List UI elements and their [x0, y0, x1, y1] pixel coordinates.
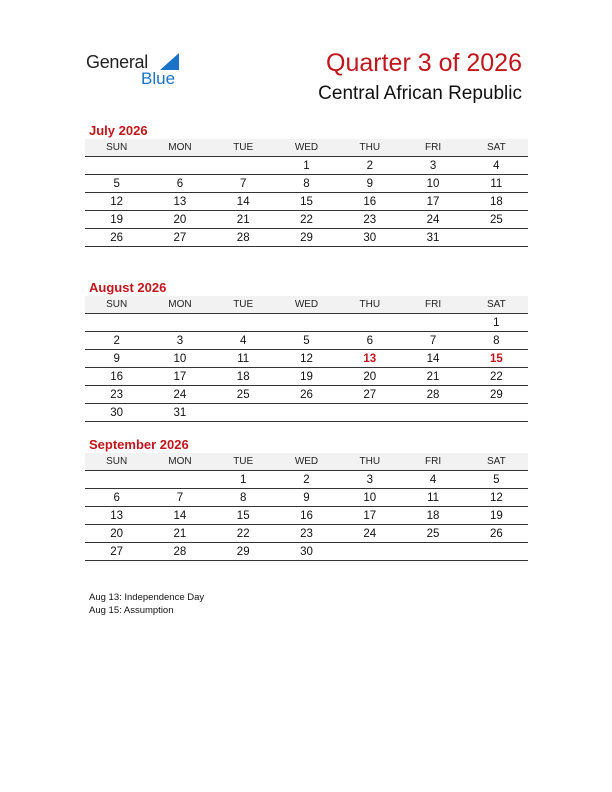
day-cell: 4: [401, 471, 464, 489]
day-cell: 17: [148, 368, 211, 386]
week-row: [85, 211, 528, 229]
day-cell: 15: [212, 507, 275, 525]
day-cell: 4: [212, 332, 275, 350]
day-cell: [338, 404, 401, 422]
day-cell: 7: [212, 175, 275, 193]
weekday-header: WED: [275, 139, 338, 157]
calendar-grid: [85, 139, 528, 247]
day-cell: 18: [401, 507, 464, 525]
day-cell: 31: [401, 229, 464, 247]
day-cell: 20: [338, 368, 401, 386]
day-cell: 1: [275, 157, 338, 175]
day-cell: 14: [148, 507, 211, 525]
weekday-header: WED: [275, 296, 338, 314]
weekday-header: MON: [148, 453, 211, 471]
day-cell: 15: [465, 350, 528, 368]
day-cell: 16: [338, 193, 401, 211]
week-row: [85, 193, 528, 211]
logo-triangle-icon: [160, 53, 179, 70]
weekday-header: TUE: [212, 139, 275, 157]
day-cell: 5: [275, 332, 338, 350]
day-cell: 21: [401, 368, 464, 386]
day-cell: [148, 471, 211, 489]
day-cell: 18: [212, 368, 275, 386]
week-row: [85, 368, 528, 386]
day-cell: [148, 314, 211, 332]
week-row: [85, 543, 528, 561]
logo-text-blue: Blue: [141, 69, 176, 88]
day-cell: 22: [212, 525, 275, 543]
day-cell: 18: [465, 193, 528, 211]
month-title: September 2026: [89, 437, 189, 452]
day-cell: [465, 543, 528, 561]
week-row: [85, 350, 528, 368]
day-cell: 21: [212, 211, 275, 229]
day-cell: 13: [85, 507, 148, 525]
day-cell: 23: [338, 211, 401, 229]
day-cell: 29: [212, 543, 275, 561]
month-september: [85, 436, 528, 561]
page-title: Quarter 3 of 2026: [326, 49, 522, 77]
day-cell: 23: [85, 386, 148, 404]
day-cell: 7: [401, 332, 464, 350]
day-cell: 22: [465, 368, 528, 386]
day-cell: 31: [148, 404, 211, 422]
weekday-header: FRI: [401, 453, 464, 471]
weekday-header: TUE: [212, 453, 275, 471]
holiday-notes: [89, 591, 204, 617]
day-cell: 11: [465, 175, 528, 193]
day-cell: 30: [85, 404, 148, 422]
day-cell: 20: [85, 525, 148, 543]
day-cell: 11: [401, 489, 464, 507]
holiday-note: Aug 13: Independence Day: [89, 592, 205, 603]
day-cell: 5: [465, 471, 528, 489]
day-cell: 20: [148, 211, 211, 229]
week-row: [85, 157, 528, 175]
day-cell: 23: [275, 525, 338, 543]
calendar-grid: [85, 453, 528, 561]
day-cell: 16: [275, 507, 338, 525]
day-cell: [148, 157, 211, 175]
day-cell: 22: [275, 211, 338, 229]
month-title: July 2026: [89, 123, 148, 138]
day-cell: 6: [85, 489, 148, 507]
day-cell: [401, 404, 464, 422]
month-july: [85, 122, 528, 247]
week-row: [85, 175, 528, 193]
week-row: [85, 471, 528, 489]
holiday-note: Aug 15: Assumption: [89, 605, 174, 616]
day-cell: 2: [85, 332, 148, 350]
weekday-header: FRI: [401, 296, 464, 314]
day-cell: [212, 314, 275, 332]
day-cell: 28: [401, 386, 464, 404]
day-cell: 10: [148, 350, 211, 368]
weekday-header: SUN: [85, 453, 148, 471]
weekday-header: SUN: [85, 296, 148, 314]
weekday-header: THU: [338, 296, 401, 314]
day-cell: 12: [275, 350, 338, 368]
day-cell: 27: [148, 229, 211, 247]
day-cell: 21: [148, 525, 211, 543]
day-cell: 17: [338, 507, 401, 525]
day-cell: 9: [275, 489, 338, 507]
day-cell: 13: [148, 193, 211, 211]
weekday-header-row: [85, 296, 528, 314]
day-cell: 28: [212, 229, 275, 247]
logo-text-general: General: [86, 52, 148, 72]
day-cell: 24: [148, 386, 211, 404]
day-cell: 6: [338, 332, 401, 350]
month-august: [85, 279, 528, 422]
day-cell: [85, 471, 148, 489]
day-cell: 4: [465, 157, 528, 175]
day-cell: [401, 543, 464, 561]
week-row: [85, 386, 528, 404]
day-cell: 26: [275, 386, 338, 404]
weekday-header: SAT: [465, 296, 528, 314]
weekday-header: WED: [275, 453, 338, 471]
day-cell: 9: [338, 175, 401, 193]
day-cell: 19: [465, 507, 528, 525]
day-cell: 17: [401, 193, 464, 211]
day-cell: 16: [85, 368, 148, 386]
day-cell: 24: [401, 211, 464, 229]
brand-logo: [86, 50, 196, 90]
day-cell: 11: [212, 350, 275, 368]
day-cell: [275, 404, 338, 422]
day-cell: 25: [465, 211, 528, 229]
day-cell: 12: [465, 489, 528, 507]
day-cell: 29: [275, 229, 338, 247]
day-cell: 19: [85, 211, 148, 229]
week-row: [85, 525, 528, 543]
weekday-header: SAT: [465, 139, 528, 157]
day-cell: 10: [401, 175, 464, 193]
day-cell: 8: [275, 175, 338, 193]
week-row: [85, 507, 528, 525]
day-cell: 27: [85, 543, 148, 561]
day-cell: 24: [338, 525, 401, 543]
day-cell: [85, 157, 148, 175]
calendar-grid: [85, 296, 528, 422]
week-row: [85, 314, 528, 332]
day-cell: [212, 157, 275, 175]
weekday-header-row: [85, 139, 528, 157]
week-row: [85, 489, 528, 507]
day-cell: [338, 543, 401, 561]
week-row: [85, 229, 528, 247]
weekday-header-row: [85, 453, 528, 471]
day-cell: 5: [85, 175, 148, 193]
day-cell: [212, 404, 275, 422]
day-cell: 30: [338, 229, 401, 247]
day-cell: 6: [148, 175, 211, 193]
day-cell: 1: [212, 471, 275, 489]
weekday-header: SUN: [85, 139, 148, 157]
day-cell: 14: [212, 193, 275, 211]
day-cell: 3: [338, 471, 401, 489]
week-row: [85, 332, 528, 350]
day-cell: 10: [338, 489, 401, 507]
weekday-header: THU: [338, 453, 401, 471]
country-name: Central African Republic: [318, 83, 522, 104]
weekday-header: SAT: [465, 453, 528, 471]
day-cell: 25: [212, 386, 275, 404]
day-cell: 27: [338, 386, 401, 404]
day-cell: 2: [275, 471, 338, 489]
weekday-header: THU: [338, 139, 401, 157]
day-cell: 3: [148, 332, 211, 350]
day-cell: 19: [275, 368, 338, 386]
day-cell: [465, 229, 528, 247]
day-cell: [338, 314, 401, 332]
day-cell: 26: [465, 525, 528, 543]
weekday-header: MON: [148, 139, 211, 157]
day-cell: 25: [401, 525, 464, 543]
day-cell: 8: [212, 489, 275, 507]
weekday-header: TUE: [212, 296, 275, 314]
day-cell: 12: [85, 193, 148, 211]
day-cell: 14: [401, 350, 464, 368]
day-cell: [275, 314, 338, 332]
week-row: [85, 404, 528, 422]
day-cell: 28: [148, 543, 211, 561]
day-cell: [465, 404, 528, 422]
day-cell: 9: [85, 350, 148, 368]
month-title: August 2026: [89, 280, 167, 295]
day-cell: 26: [85, 229, 148, 247]
day-cell: 13: [338, 350, 401, 368]
weekday-header: MON: [148, 296, 211, 314]
day-cell: 3: [401, 157, 464, 175]
day-cell: 7: [148, 489, 211, 507]
day-cell: 8: [465, 332, 528, 350]
day-cell: [401, 314, 464, 332]
day-cell: 30: [275, 543, 338, 561]
day-cell: 15: [275, 193, 338, 211]
weekday-header: FRI: [401, 139, 464, 157]
day-cell: 1: [465, 314, 528, 332]
day-cell: 2: [338, 157, 401, 175]
day-cell: [85, 314, 148, 332]
day-cell: 29: [465, 386, 528, 404]
